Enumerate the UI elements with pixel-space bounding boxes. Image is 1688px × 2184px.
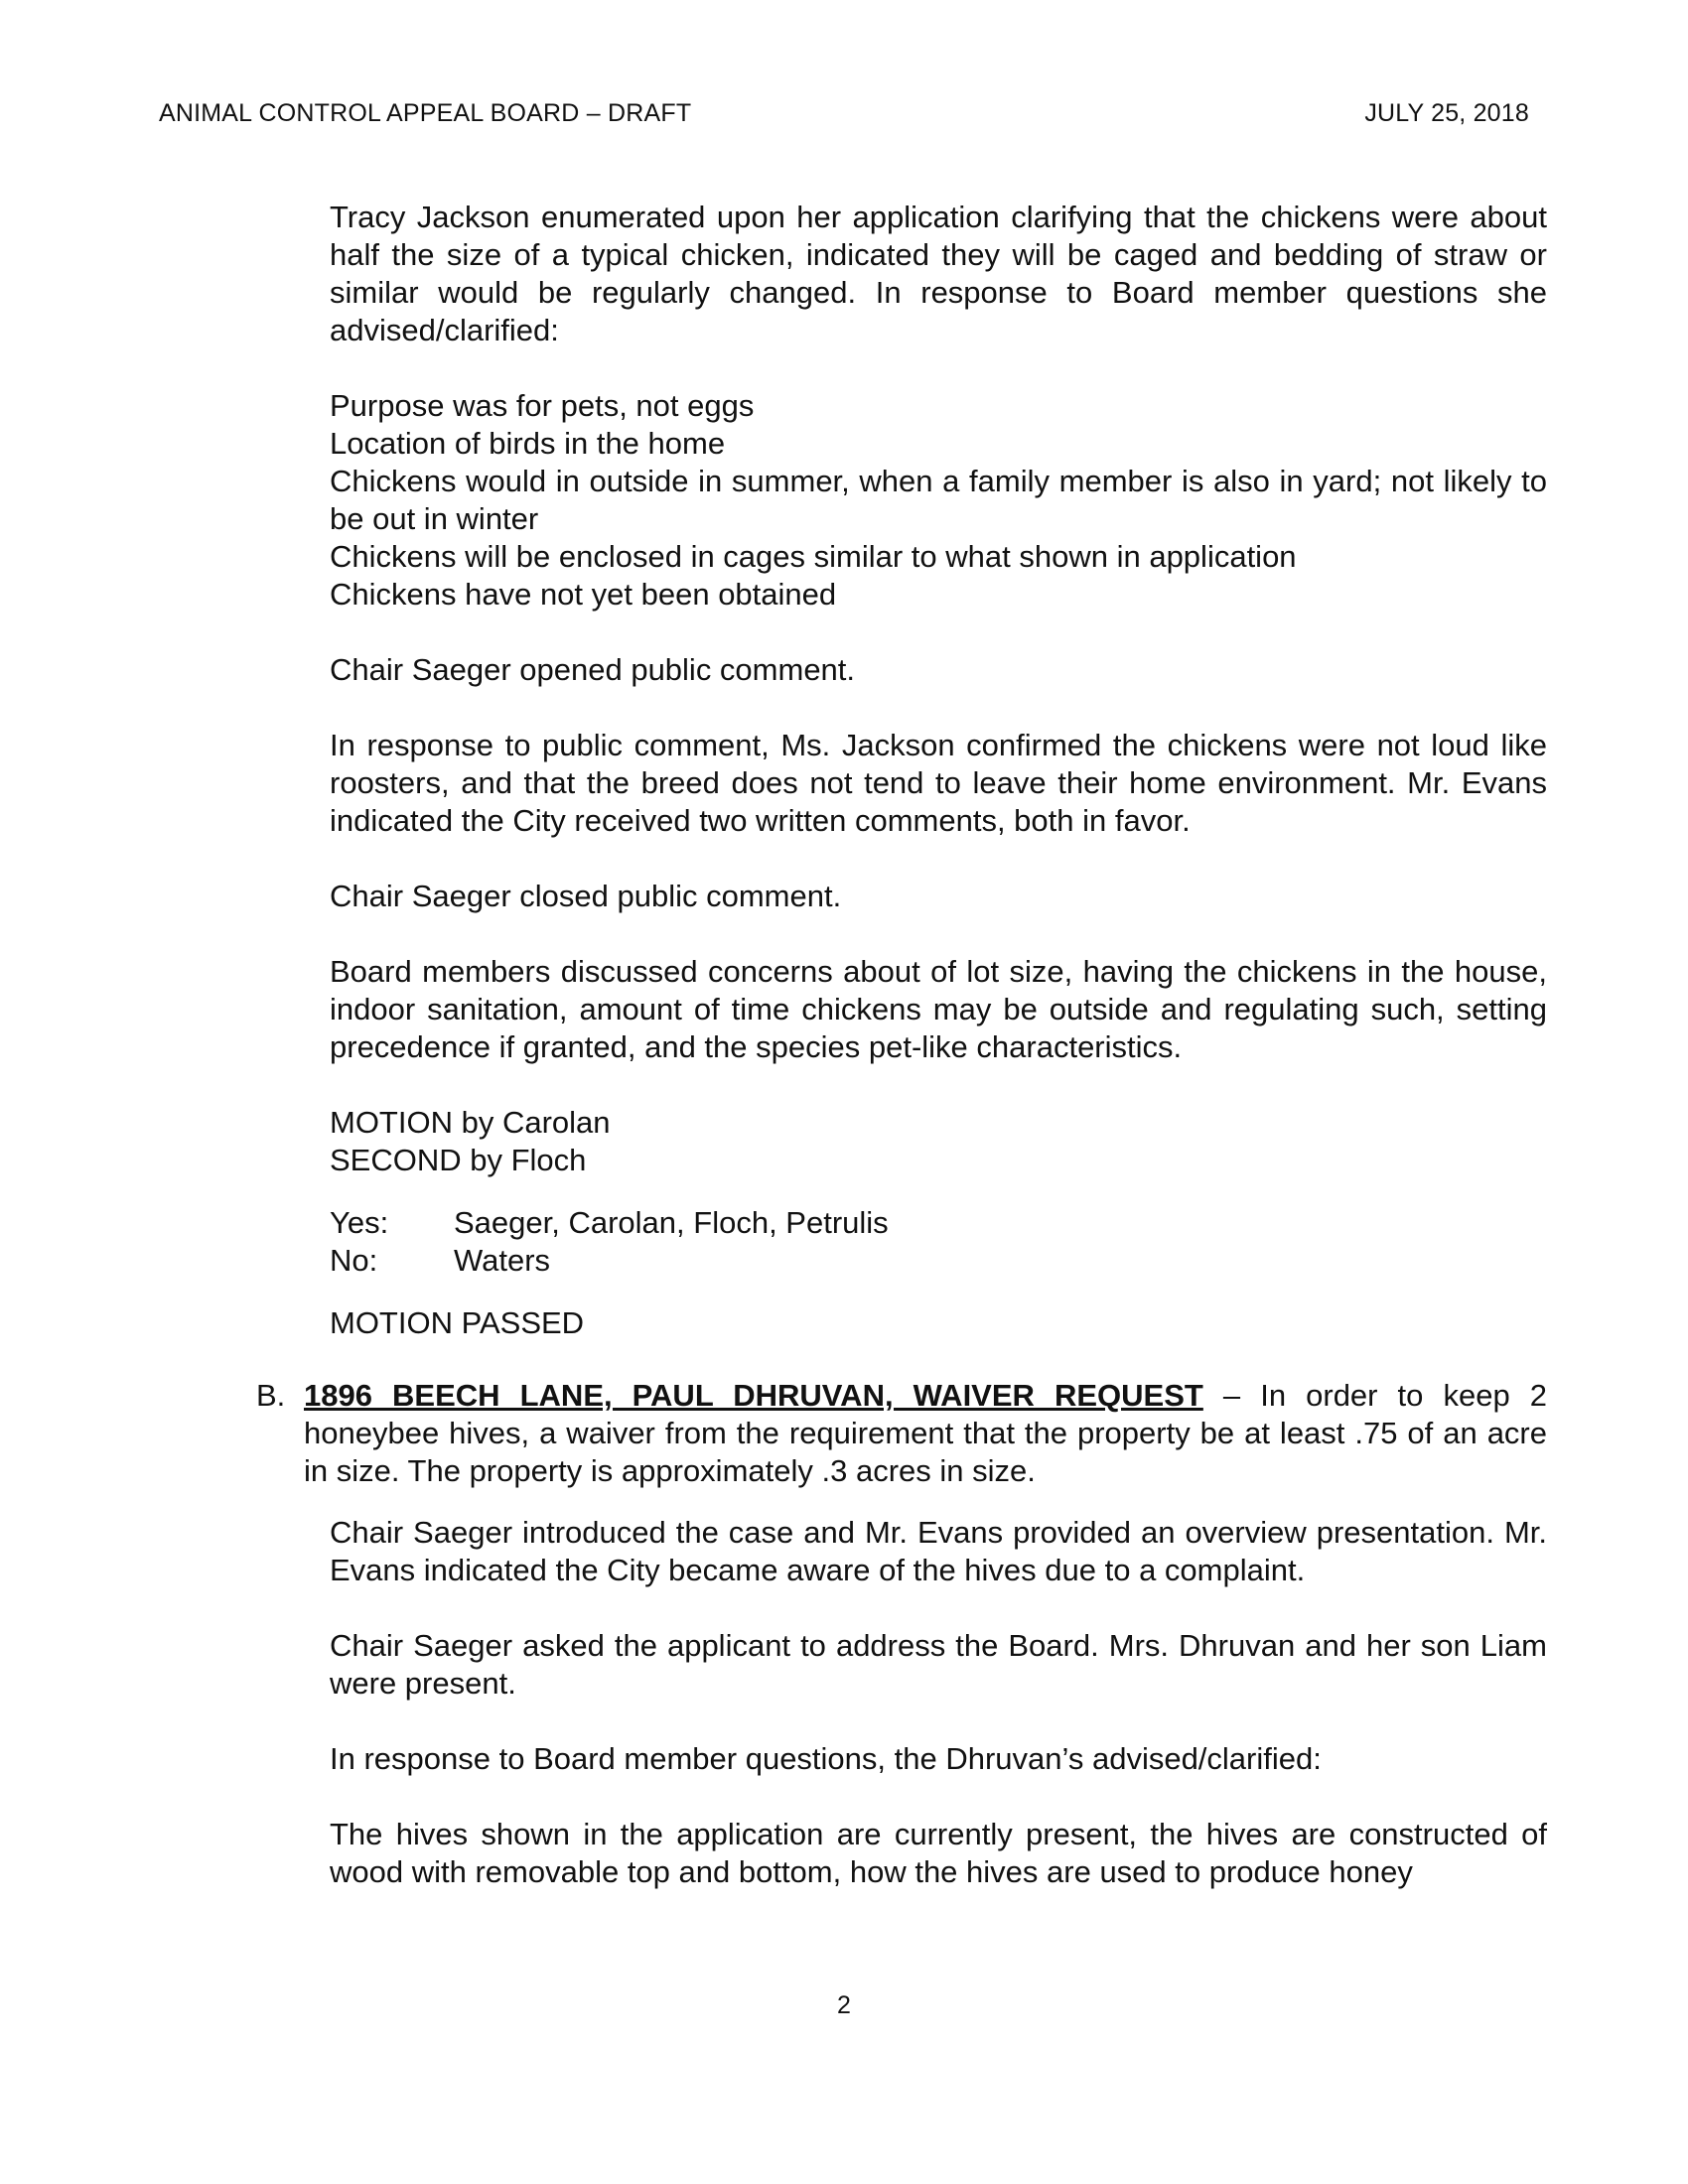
motion-result: MOTION PASSED xyxy=(330,1305,585,1340)
paragraph-jackson-application: Tracy Jackson enumerated upon her application clarifying that the chickens were about half the size of a typical chicken, indicated they will be caged and bedding of straw or similar would be regularly changed. In response to Board member questions she advised/clarified: xyxy=(330,200,1547,347)
list-item: Chickens will be enclosed in cages similar to what shown in application xyxy=(330,539,1297,574)
motion-by: MOTION by Carolan xyxy=(330,1105,611,1140)
list-item: Chickens have not yet been obtained xyxy=(330,577,837,612)
vote-no-label: No: xyxy=(330,1243,378,1278)
vote-no-names: Waters xyxy=(454,1243,551,1278)
vote-no-row xyxy=(330,1242,1547,1280)
item-b xyxy=(256,1377,1547,1490)
paragraph-closed-comment: Chair Saeger closed public comment. xyxy=(330,879,842,913)
vote-yes-names: Saeger, Carolan, Floch, Petrulis xyxy=(454,1205,889,1240)
motion-second: SECOND by Floch xyxy=(330,1143,587,1177)
page-number: 2 xyxy=(837,1991,851,2019)
item-b-letter: B. xyxy=(256,1378,286,1413)
paragraph-board-discussion: Board members discussed concerns about of lot size, having the chickens in the house, indoor sanitation, amount of time chickens may be outside and regulating such, setting precedence if granted, and the species pet-like characteristics. xyxy=(330,954,1547,1064)
vote-yes-row xyxy=(330,1204,1547,1242)
item-b-title: 1896 BEECH LANE, PAUL DHRUVAN, WAIVER REQUEST xyxy=(304,1378,1203,1413)
paragraph-case-introduction: Chair Saeger introduced the case and Mr. Evans provided an overview presentation. Mr. Evans indicated the City became aware of the hives due to a complaint. xyxy=(330,1515,1547,1587)
header-date: JULY 25, 2018 xyxy=(1364,99,1529,127)
paragraph-applicant-address: Chair Saeger asked the applicant to address the Board. Mrs. Dhruvan and her son Liam were present. xyxy=(330,1628,1547,1701)
vote-yes-label: Yes: xyxy=(330,1205,389,1240)
item-b-minutes xyxy=(330,1514,1547,1891)
paragraph-public-comment: In response to public comment, Ms. Jackson confirmed the chickens were not loud like roosters, and that the breed does not tend to leave their home environment. Mr. Evans indicated the City received two written comments, both in favor. xyxy=(330,728,1547,838)
paragraph-opened-comment: Chair Saeger opened public comment. xyxy=(330,652,856,687)
paragraph-dhruvan-clarified: In response to Board member questions, the Dhruvan’s advised/clarified: xyxy=(330,1741,1322,1776)
item-a-minutes xyxy=(330,199,1547,1342)
list-item: Location of birds in the home xyxy=(330,426,726,461)
header-title: ANIMAL CONTROL APPEAL BOARD – DRAFT xyxy=(159,99,692,127)
paragraph-hives-description: The hives shown in the application are currently present, the hives are constructed of wood with removable top and bottom, how the hives are used to produce honey xyxy=(330,1817,1547,1889)
item-b-text xyxy=(304,1377,1547,1490)
list-item: Purpose was for pets, not eggs xyxy=(330,388,755,423)
list-item: Chickens would in outside in summer, when a family member is also in yard; not likely to be out in winter xyxy=(330,464,1547,536)
item-b-description: – In order to keep 2 honeybee hives, a waiver from the requirement that the property be at least .75 of an acre in size. The property is approximately .3 acres in size. xyxy=(304,1378,1547,1488)
